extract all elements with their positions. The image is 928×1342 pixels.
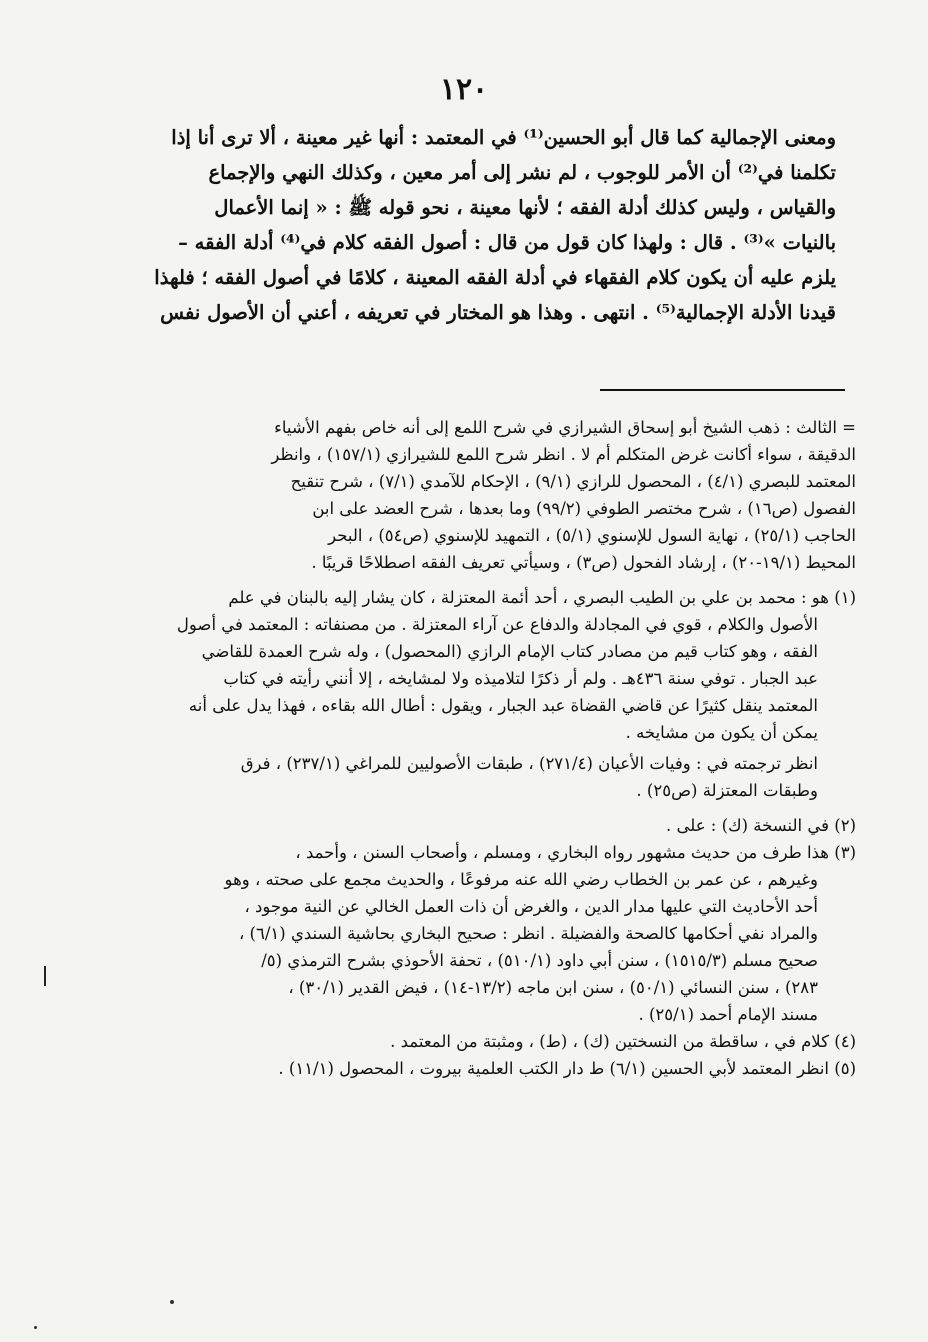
footnote-line: المعتمد للبصري (٤/١) ، المحصول للرازي (٩/١) ، الإحكام للآمدي (٧/١) ، شرح تنقيح: [290, 472, 856, 491]
footnote-line: الحاجب (٢٥/١) ، نهاية السول للإسنوي (٥/١) ، التمهيد للإسنوي (ص٥٤) ، البحر: [328, 526, 856, 545]
footnote-3: [104, 839, 856, 1028]
main-text-line: بالنيات »⁽³⁾ . قال : ولهذا كان قول من قال : أصول الفقه كلام في⁽⁴⁾ أدلة الفقه –: [178, 231, 836, 254]
main-text-line: تكلمنا في⁽²⁾ أن الأمر للوجوب ، لم نشر إلى أمر معين ، وكذلك النهي والإجماع: [208, 161, 836, 184]
main-text-line: يلزم عليه أن يكون كلام الفقهاء في أدلة الفقه المعينة ، كلامًا في أصول الفقه ؛ فلهذا: [154, 266, 836, 289]
footnote-continuation: [104, 414, 856, 576]
speck: [170, 1300, 174, 1304]
footnote-line: (٥) انظر المعتمد لأبي الحسين (٦/١) ط دار الكتب العلمية بيروت ، المحصول (١١/١) .: [278, 1059, 856, 1078]
footnote-line: = الثالث : ذهب الشيخ أبو إسحاق الشيرازي في شرح اللمع إلى أنه خاص بفهم الأشياء: [274, 418, 856, 437]
footnote-line: أحد الأحاديث التي عليها مدار الدين ، والغرض أن ذات العمل الخالي عن النية موجود ،: [244, 897, 818, 916]
footnote-separator: [600, 389, 845, 391]
footnote-line: عبد الجبار . توفي سنة ٤٣٦هـ . ولم أر ذكرًا لتلاميذه ولا لمشايخه ، إلا أنني رأيته في كتاب: [223, 669, 818, 688]
footnote-line: وغيرهم ، عن عمر بن الخطاب رضي الله عنه مرفوعًا ، والحديث مجمع على صحته ، وهو: [224, 870, 818, 889]
footnote-line: (١) هو : محمد بن علي بن الطيب البصري ، أحد أئمة المعتزلة ، كان يشار إليه بالبنان في علم: [228, 588, 856, 607]
footnote-2: [104, 812, 856, 839]
footnote-line: (٤) كلام في ، ساقطة من النسختين (ك) ، (ط) ، ومثبتة من المعتمد .: [390, 1032, 856, 1051]
speck: [34, 1326, 37, 1329]
footnote-line: وطبقات المعتزلة (ص٢٥) .: [636, 781, 818, 800]
main-text-line: ومعنى الإجمالية كما قال أبو الحسين⁽¹⁾ في المعتمد : أنها غير معينة ، ألا ترى أنا إذا: [171, 126, 836, 149]
footnote-line: والمراد نفي أحكامها كالصحة والفضيلة . انظر : صحيح البخاري بحاشية السندي (٦/١) ،: [238, 924, 818, 943]
footnote-line: انظر ترجمته في : وفيات الأعيان (٢٧١/٤) ، طبقات الأصوليين للمراغي (٢٣٧/١) ، فرق: [240, 754, 818, 773]
footnote-4: [104, 1028, 856, 1055]
footnote-line: الأصول والكلام ، قوي في المجادلة والدفاع عن آراء المعتزلة . من مصنفاته : المعتمد في أصول: [176, 615, 818, 634]
page-number: ١٢٠: [439, 72, 489, 107]
footnote-line: مسند الإمام أحمد (٢٥/١) .: [638, 1005, 818, 1024]
footnotes: [104, 414, 856, 1082]
footnote-line: المعتمد ينقل كثيرًا عن قاضي القضاة عبد الجبار ، ويقول : أطال الله بقاءه ، فهذا يدل على أنه: [188, 696, 818, 715]
footnote-line: الدقيقة ، سواء أكانت غرض المتكلم أم لا . انظر شرح اللمع للشيرازي (١٥٧/١) ، وانظر: [271, 445, 856, 464]
main-text: [86, 120, 836, 330]
footnote-1: [104, 584, 856, 746]
footnote-line: (٢) في النسخة (ك) : على .: [665, 816, 856, 835]
footnote-line: الفصول (ص١٦) ، شرح مختصر الطوفي (٩٩/٢) وما بعدها ، شرح العضد على ابن: [312, 499, 856, 518]
footnote-line: (٣) هذا طرف من حديث مشهور رواه البخاري ، ومسلم ، وأصحاب السنن ، وأحمد ،: [295, 843, 856, 862]
footnote-5: [104, 1055, 856, 1082]
margin-mark: [44, 966, 46, 986]
footnote-line: ٢٨٣) ، سنن النسائي (٥٠/١) ، سنن ابن ماجه (١٣/٢-١٤) ، فيض القدير (٣٠/١) ،: [288, 978, 818, 997]
footnote-line: المحيط (١٩/١-٢٠) ، إرشاد الفحول (ص٣) ، وسيأتي تعريف الفقه اصطلاحًا قريبًا .: [311, 553, 856, 572]
footnote-line: صحيح مسلم (١٥١٥/٣) ، سنن أبي داود (٥١٠/١) ، تحفة الأحوذي بشرح الترمذي (٥/: [261, 951, 818, 970]
main-text-line: والقياس ، وليس كذلك أدلة الفقه ؛ لأنها معينة ، نحو قوله ﷺ : « إنما الأعمال: [214, 196, 836, 219]
main-text-line: قيدنا الأدلة الإجمالية⁽⁵⁾ . انتهى . وهذا هو المختار في تعريفه ، أعني أن الأصول نفس: [160, 301, 836, 324]
footnote-line: يمكن أن يكون من مشايخه .: [625, 723, 818, 742]
footnote-line: الفقه ، وهو كتاب قيم من مصادر كتاب الإمام الرازي (المحصول) ، وله شرح العمدة للقاضي: [201, 642, 818, 661]
footnote-1-references: [104, 750, 856, 804]
